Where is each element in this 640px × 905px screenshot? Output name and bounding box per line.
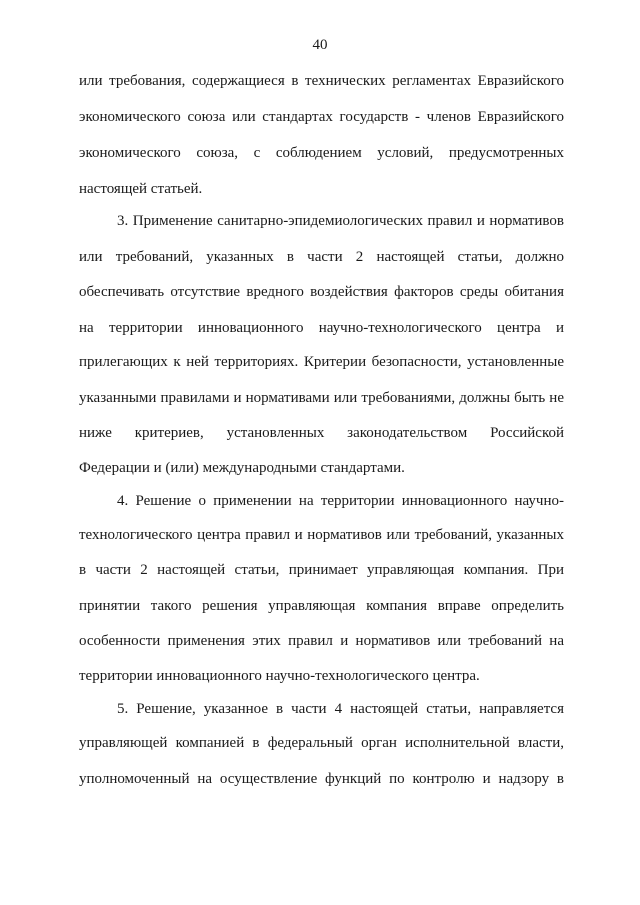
- text-line: на территории инновационного научно-технологического центра и: [79, 320, 564, 336]
- text-line: принятии такого решения управляющая компания вправе определить: [79, 598, 564, 614]
- text-line: настоящей статьей.: [79, 181, 203, 197]
- text-line: особенности применения этих правил и нормативов или требований на: [79, 633, 564, 649]
- text-line: экономического союза или стандартах государств - членов Евразийского: [79, 109, 564, 125]
- text-line: прилегающих к ней территориях. Критерии безопасности, установленные: [79, 354, 564, 370]
- text-line: управляющей компанией в федеральный орган исполнительной власти,: [79, 735, 564, 751]
- text-line: обеспечивать отсутствие вредного воздействия факторов среды обитания: [79, 284, 564, 300]
- text-line: территории инновационного научно-технологического центра.: [79, 668, 480, 684]
- text-line: указанными правилами и нормативами или требованиями, должны быть не: [79, 390, 564, 406]
- text-line: или требований, указанных в части 2 настоящей статьи, должно: [79, 249, 564, 265]
- text-line: 3. Применение санитарно-эпидемиологических правил и нормативов: [117, 213, 564, 229]
- text-line: технологического центра правил и нормативов или требований, указанных: [79, 527, 564, 543]
- text-line: ниже критериев, установленных законодательством Российской: [79, 425, 564, 441]
- text-line: 4. Решение о применении на территории инновационного научно-: [117, 493, 564, 509]
- text-line: Федерации и (или) международными стандартами.: [79, 460, 405, 476]
- text-line: уполномоченный на осуществление функций по контролю и надзору в: [79, 771, 564, 787]
- page-number: 40: [312, 37, 328, 53]
- text-line: в части 2 настоящей статьи, принимает управляющая компания. При: [79, 562, 564, 578]
- text-line: или требования, содержащиеся в технических регламентах Евразийского: [79, 73, 564, 89]
- text-line: 5. Решение, указанное в части 4 настоящей статьи, направляется: [117, 701, 564, 717]
- text-line: экономического союза, с соблюдением условий, предусмотренных: [79, 145, 564, 161]
